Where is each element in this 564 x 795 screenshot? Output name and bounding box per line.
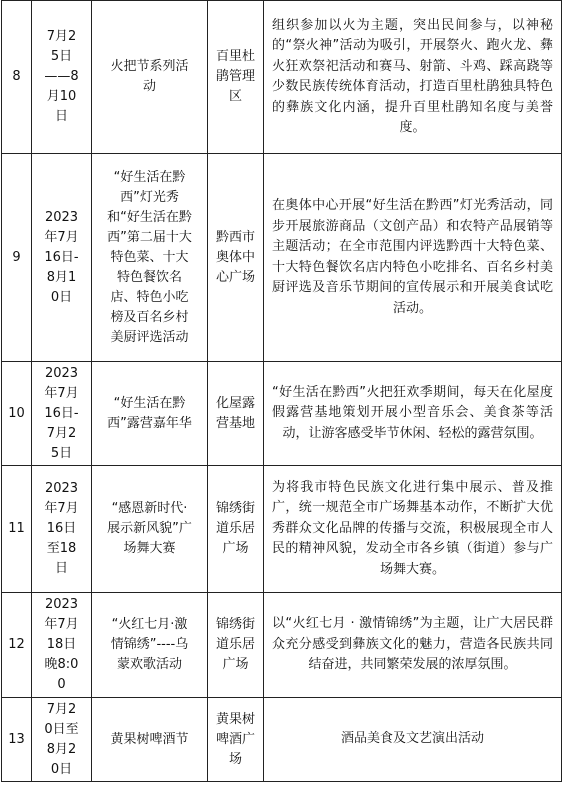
- table-row: [2, 466, 562, 593]
- event-description: “好生活在黔西”火把狂欢季期间，每天在化屋度假露营基地策划开展小型音乐会、美食茶等活动，让游客感受毕节休闲、轻松的露营氛围。: [264, 362, 562, 466]
- events-table: [1, 0, 562, 782]
- row-number: 9: [2, 154, 32, 362]
- event-date: 7月20日至8月20日: [44, 701, 79, 777]
- row-number: 12: [2, 593, 32, 698]
- event-description: 组织参加以火为主题，突出民间参与，以神秘的“祭火神”活动为吸引，开展祭火、跑火龙、彝火狂欢祭祀活动和赛马、射箭、斗鸡、踩高跷等少数民族传统体育活动，打造百里杜鹃独具特色的彝族文化内涵，提升百里杜鹃知名度与美誉度。: [264, 1, 562, 154]
- event-place: 锦绣街道乐居广场: [215, 617, 255, 672]
- row-number: 11: [2, 466, 32, 593]
- table-row: [2, 593, 562, 698]
- event-name: “感恩新时代·展示新风貌”广场舞大赛: [107, 501, 192, 556]
- table-row: [2, 698, 562, 782]
- table-row: [2, 362, 562, 466]
- event-date: 7月25日——8月10日: [44, 29, 79, 124]
- event-description: 在奥体中心开展“好生活在黔西”灯光秀活动，同步开展旅游商品（文创产品）和农特产品展销等主题活动；在全市范围内评选黔西十大特色菜、十大特色餐饮名店内特色小吃排名、百名乡村美厨评选及音乐节期间的宣传展示和开展美食试吃活动。: [264, 154, 562, 362]
- event-place: 黔西市奥体中心广场: [215, 229, 255, 285]
- event-name: “火红七月·激情锦绣”----乌蒙欢歌活动: [110, 617, 189, 672]
- event-place: 黄果树啤酒广场: [215, 711, 255, 767]
- event-description: 为将我市特色民族文化进行集中展示、普及推广，统一规范全市广场舞基本动作，不断扩大优秀群众文化品牌的传播与交流，积极展现全市人民的精神风貌，发动全市各乡镇（街道）参与广场舞大赛。: [264, 466, 562, 593]
- event-date: 2023年7月16日-7月25日: [44, 365, 79, 461]
- event-description: 酒品美食及文艺演出活动: [264, 698, 562, 782]
- event-date: 2023年7月16日至18日: [44, 481, 79, 576]
- row-number: 13: [2, 698, 32, 782]
- row-number: 10: [2, 362, 32, 466]
- event-name: “好生活在黔西”灯光秀和“好生活在黔西”第二届十大特色菜、十大特色餐饮名店、特色小吃榜及百名乡村美厨评选活动: [107, 169, 192, 345]
- event-place: 锦绣街道乐居广场: [215, 501, 255, 556]
- event-description: 以“火红七月 · 激情锦绣”为主题，让广大居民群众充分感受到彝族文化的魅力，营造各民族共同结奋进，共同繁荣发展的浓厚氛围。: [264, 593, 562, 698]
- row-number: 8: [2, 1, 32, 154]
- event-name: “好生活在黔西”露营嘉年华: [107, 395, 192, 431]
- table-row: [2, 154, 562, 362]
- event-place: 化屋露营基地: [215, 395, 255, 431]
- event-name: 黄果树啤酒节: [110, 731, 189, 747]
- event-date: 2023年7月18日晚8:00: [44, 597, 79, 692]
- event-name: 火把节系列活动: [110, 59, 189, 94]
- table-row: [2, 1, 562, 154]
- event-place: 百里杜鹃管理区: [215, 49, 255, 104]
- event-date: 2023年7月16日-8月10日: [44, 209, 79, 305]
